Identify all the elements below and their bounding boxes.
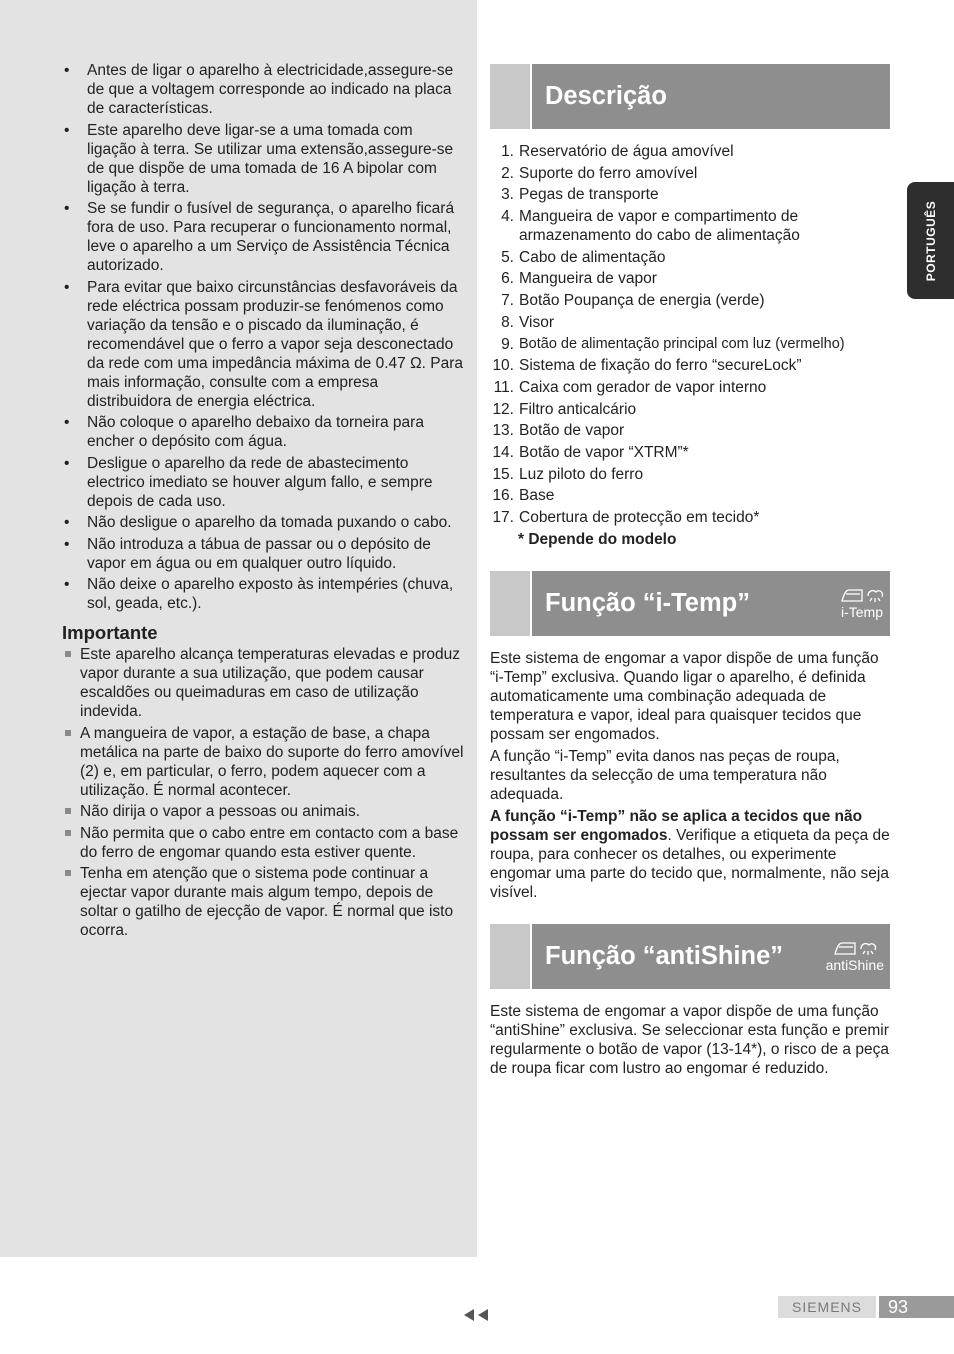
double-arrow-left-icon[interactable] [462,1307,492,1323]
list-item: 2. Suporte do ferro amovível [501,164,698,182]
itemp-warning-bold: A função “i-Temp” não se aplica a tecidos que não possam ser engomados [490,807,863,844]
important-list [62,645,466,940]
list-item: • Não coloque o aparelho debaixo da torneira para encher o depósito com água. [62,413,466,451]
list-item: • Se se fundir o fusível de segurança, o aparelho ficará fora de uso. Para recuperar o funcionamento normal, leve o aparelho a um Serviço de Assistência Técnica autorizado. [62,199,466,275]
header-tab [490,924,530,989]
section-title: Função “i-Temp” [545,588,750,617]
antishine-badge [826,939,884,973]
language-tab[interactable] [907,182,954,299]
footnote: * Depende do modelo [518,530,677,548]
itemp-paragraph-2: A função “i-Temp” evita danos nas peças de roupa, resultantes da selecção de uma temperatura não adequada. [490,747,840,803]
list-item: 11. Caixa com gerador de vapor interno [493,378,767,396]
right-column [490,64,890,1081]
list-item: 9. Botão de alimentação principal com luz (vermelho) [501,335,845,353]
itemp-paragraph-1: Este sistema de engomar a vapor dispõe de uma função “i-Temp” exclusiva. Quando ligar o aparelho, é definida automaticamente uma combinação adequada de temperatura e vapor, ideal para quaisquer tecidos que possam ser engomados. [490,649,879,743]
list-item: 10. Sistema de fixação do ferro “secureLock” [492,357,802,375]
itemp-badge [840,586,884,620]
list-item: 12. Filtro anticalcário [492,400,637,418]
itemp-header [490,571,890,636]
page-number: 93 [879,1296,954,1318]
parts-list [490,142,890,527]
list-item: Não permita que o cabo entre em contacto com a base do ferro de engomar quando esta estiver quente. [62,824,466,862]
list-item: Não dirija o vapor a pessoas ou animais. [62,802,466,821]
list-item: 6. Mangueira de vapor [501,270,657,288]
list-item: • Desligue o aparelho da rede de abastecimento electrico imediato se houver algum fallo, e sempre depois de cada uso. [62,454,466,511]
iron-steam-icon [833,939,877,957]
list-item: • Antes de ligar o aparelho à electricidade,assegure-se de que a voltagem corresponde ao indicado na placa de características. [62,61,466,118]
left-column [62,61,466,943]
list-item: • Não introduza a tábua de passar ou o depósito de vapor em água ou em qualquer outro líquido. [62,535,466,573]
list-item: A mangueira de vapor, a estação de base, a chapa metálica na parte de baixo do suporte do ferro amovível (2) e, em particular, o ferro, podem aquecer com a utilização. É normal acontecer. [62,724,466,800]
safety-bullet-list [62,61,466,613]
header-bar [532,924,890,989]
list-item: • Não desligue o aparelho da tomada puxando o cabo. [62,513,466,532]
list-item: 13. Botão de vapor [492,422,625,440]
list-item: 17. Cobertura de protecção em tecido* [492,509,760,526]
list-item: 4. Mangueira de vapor e compartimento de armazenamento do cabo de alimentação [501,208,800,245]
list-item: 1. Reservatório de água amovível [501,143,734,160]
list-item: 15. Luz piloto do ferro [492,465,644,483]
header-tab [490,64,530,129]
list-item: • Este aparelho deve ligar-se a uma tomada com ligação à terra. Se utilizar uma extensão,assegure-se de que dispõe de uma tomada de 16 A bipolar com ligação à terra. [62,121,466,197]
header-bar [532,64,890,129]
list-item: • Para evitar que baixo circunstâncias desfavoráveis da rede eléctrica possam produzir-se fenómenos como variação da tensão e o piscado da iluminação, é recomendável que o ferro a vapor seja desconectado da rede com uma impedância máxima de 0.47 Ω. Para mais informação, consulte com a empresa distribuidora de energia eléctrica. [62,278,466,411]
list-item: 3. Pegas de transporte [501,186,659,204]
header-bar [532,571,890,636]
antishine-badge-label: antiShine [825,957,884,974]
list-item: 7. Botão Poupança de energia (verde) [501,292,765,310]
itemp-paragraph-3 [490,807,890,902]
section-title: Função “antiShine” [545,941,784,970]
iron-steam-icon [840,586,884,604]
important-heading: Importante [62,622,158,643]
list-item: 16. Base [492,487,555,505]
page-nav-arrows[interactable] [462,1307,492,1328]
itemp-badge-label: i-Temp [840,604,883,621]
list-item: Este aparelho alcança temperaturas elevadas e produz vapor durante a sua utilização, que podem causar escaldões ou queimaduras em caso de utilização indevida. [62,645,466,721]
list-item: 14. Botão de vapor “XTRM”* [492,443,689,461]
list-item: 5. Cabo de alimentação [501,248,666,266]
language-tab-label: PORTUGUÊS [923,200,938,281]
list-item: Tenha em atenção que o sistema pode continuar a ejectar vapor durante mais algum tempo, depois de soltar o gatilho de ejecção de vapor. É normal que isto ocorra. [62,864,466,940]
section-title: Descrição [545,82,667,110]
itemp-warning-rest: . Verifique a etiqueta da peça de roupa, para conhecer os detalhes, ou experimente engomar uma parte do tecido que, normalmente, não seja visível. [490,826,890,901]
header-tab [490,571,530,636]
antishine-paragraph-1: Este sistema de engomar a vapor dispõe de uma função “antiShine” exclusiva. Se seleccionar esta função e premir regularmente o botão de vapor (13-14*), o risco de a peça de roupa ficar com lustro ao engomar é reduzido. [490,1002,889,1077]
list-item: 8. Visor [501,313,555,331]
list-item: • Não deixe o aparelho exposto às intempéries (chuva, sol, geada, etc.). [62,575,466,613]
descricao-header [490,64,890,129]
brand-label: SIEMENS [778,1296,876,1318]
antishine-header [490,924,890,989]
